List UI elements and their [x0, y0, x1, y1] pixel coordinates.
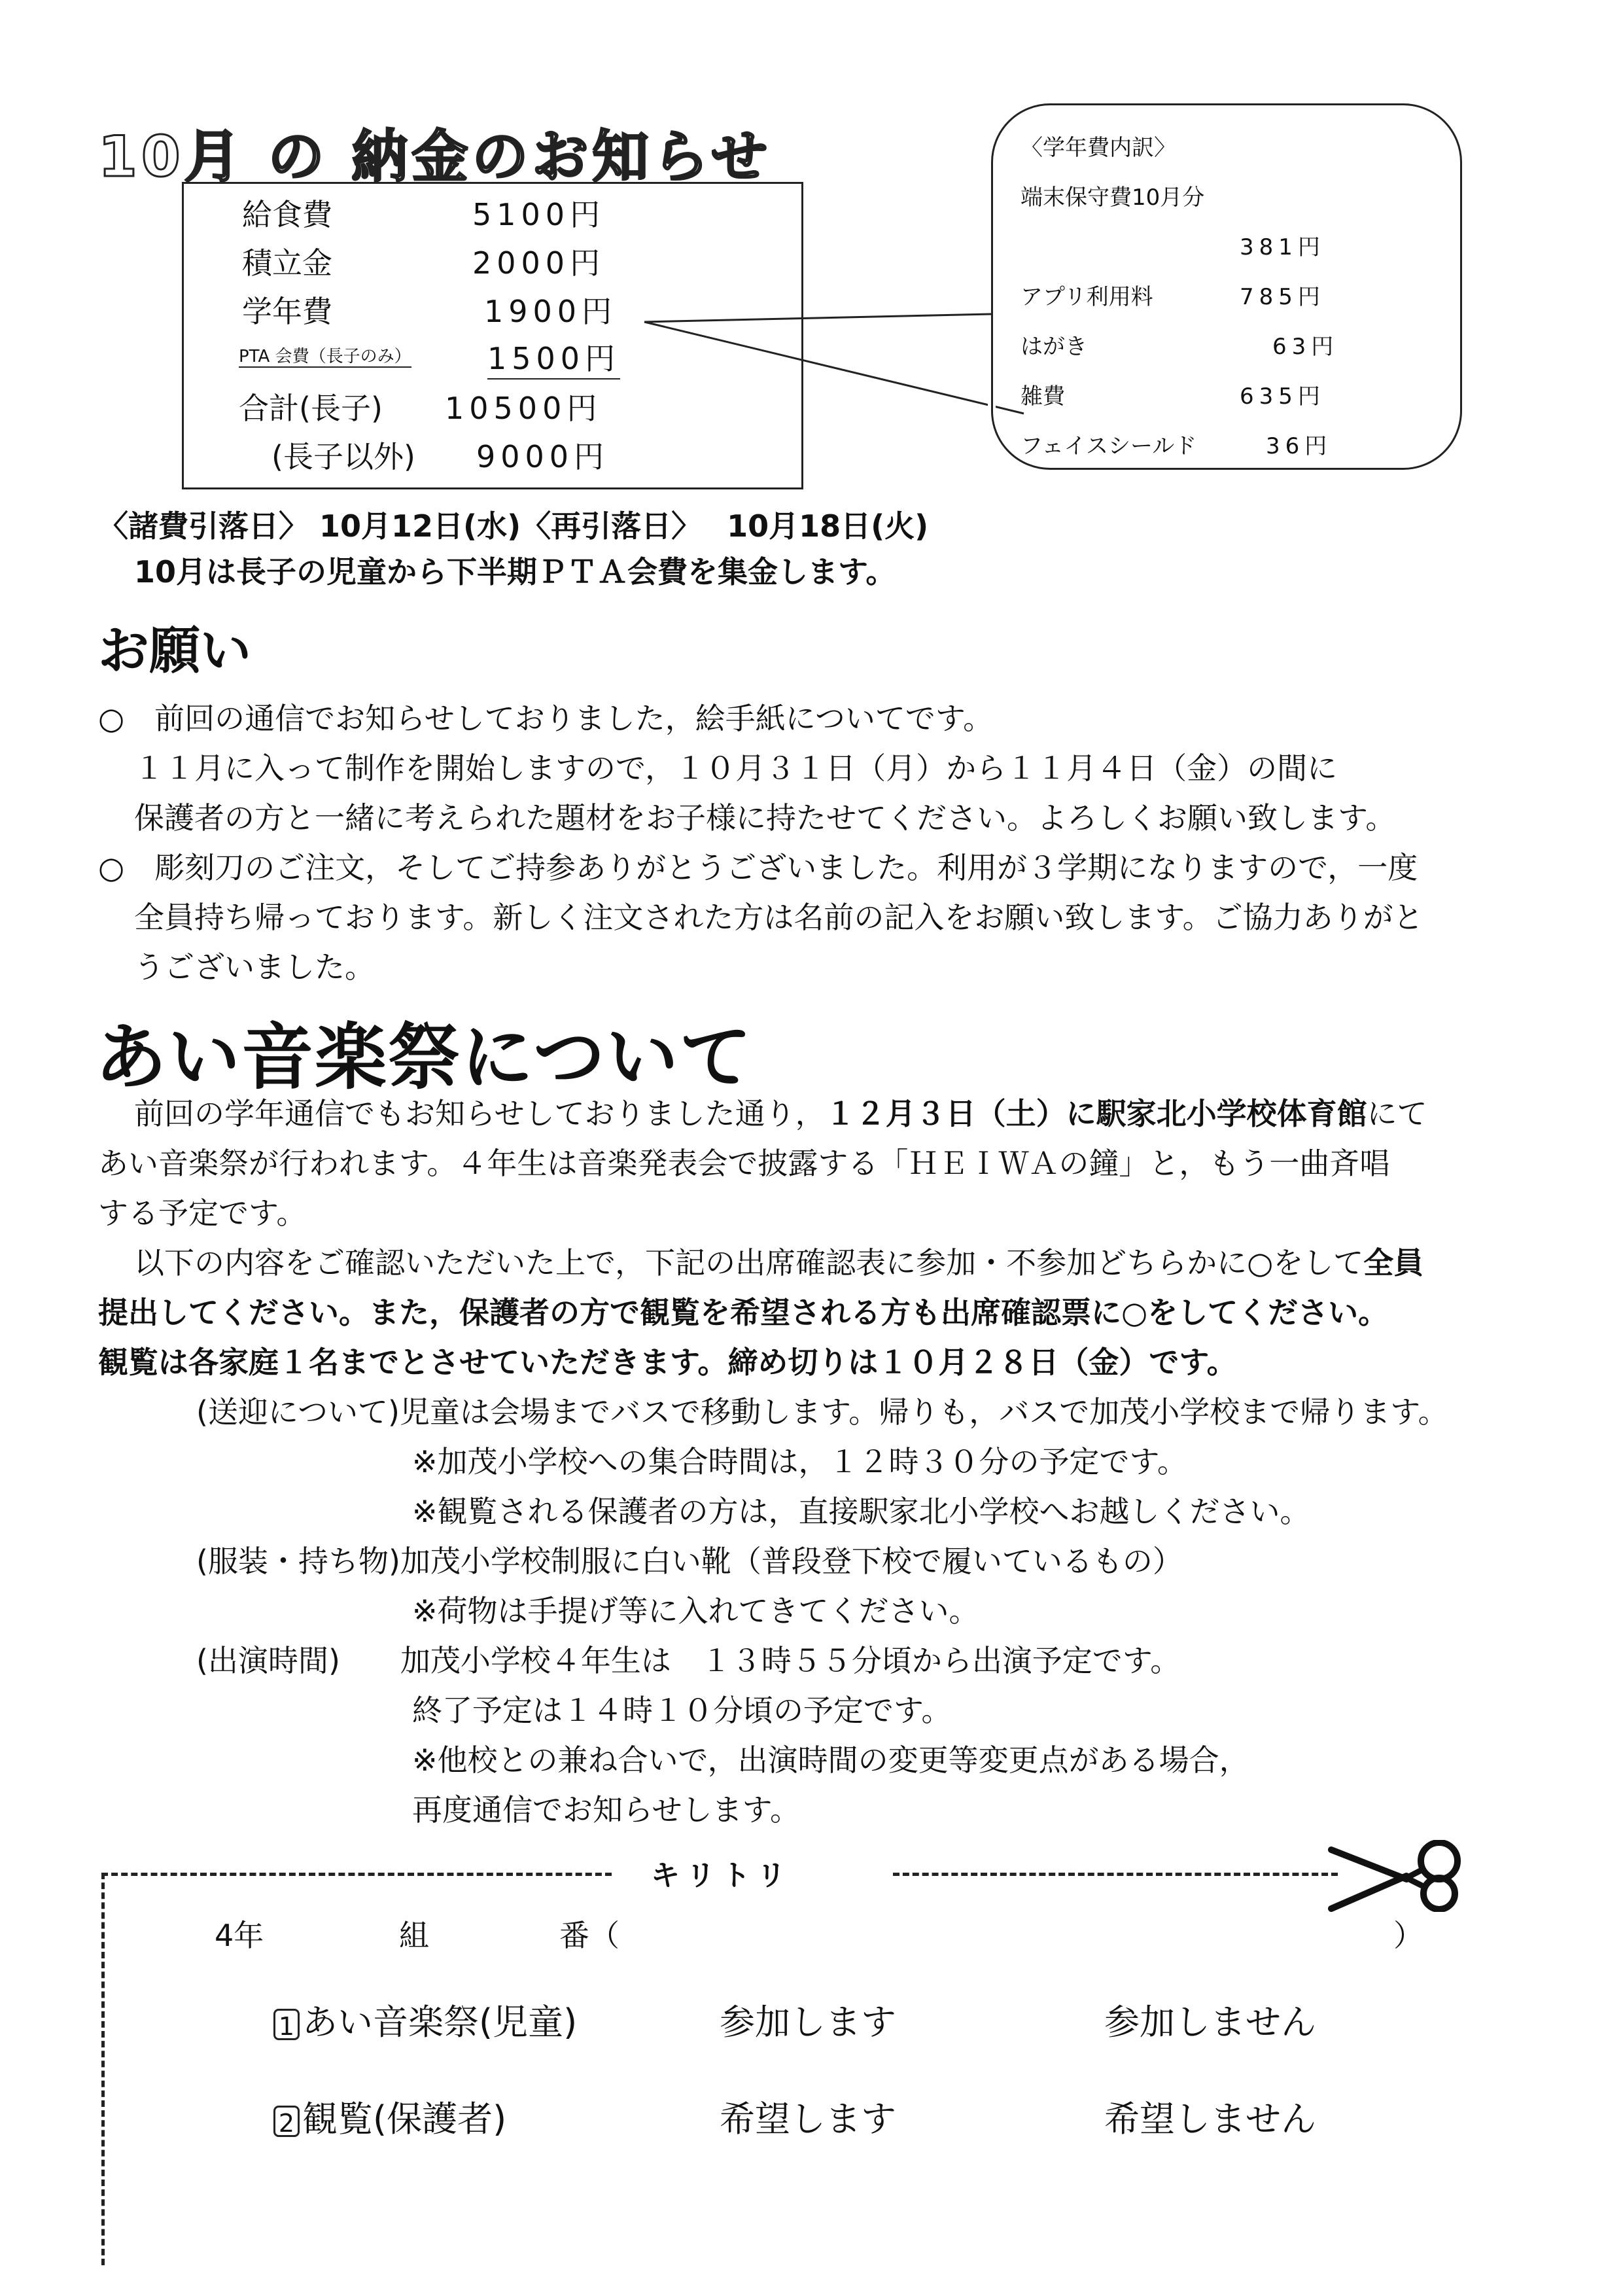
fee-label: 積立金: [242, 245, 332, 281]
row-number-badge: 2: [273, 2106, 300, 2137]
withdrawal-dates: 〈諸費引落日〉 10月12日(水)〈再引落日〉 10月18日(火): [98, 508, 929, 544]
name-field[interactable]: [641, 1912, 1374, 1949]
form-grade: 4年: [215, 1918, 264, 1953]
music-p2-line2: 提出してください。また，保護者の方で観覧を希望される方も出席確認票に○をしてください。: [98, 1295, 1389, 1330]
form-class: 組: [399, 1918, 429, 1953]
breakdown-item-label: 雑費: [1021, 383, 1065, 410]
request-line: ○ 彫刻刀のご注文，そしてご持参ありがとうございました。利用が３学期になりますので，一度: [98, 850, 1418, 885]
breakdown-item-value: 635円: [1240, 383, 1325, 410]
form-row-label: 観覧(保護者): [302, 2098, 507, 2140]
music-p1-line3: する予定です。: [98, 1195, 307, 1231]
fee-label: 合計(長子): [239, 391, 383, 426]
option-watch[interactable]: 希望します: [720, 2098, 896, 2140]
music-p2-bold: 全員: [1363, 1245, 1424, 1280]
detail-clothing: (服装・持ち物)加茂小学校制服に白い靴（普段登下校で履いているもの）: [196, 1544, 1183, 1579]
request-heading: お願い: [98, 622, 252, 680]
option-not-attend[interactable]: 参加しません: [1104, 2002, 1316, 2043]
breakdown-item-value: 381円: [1240, 234, 1325, 260]
music-p1-tail: にて: [1367, 1096, 1427, 1131]
request-line: １１月に入って制作を開始しますので，１０月３１日（月）から１１月４日（金）の間に: [134, 751, 1338, 786]
form-row: [273, 2091, 506, 2142]
breakdown-item-label: 端末保守費10月分: [1021, 185, 1205, 211]
fee-label: (長子以外): [271, 439, 415, 474]
request-line: うございました。: [134, 949, 375, 985]
breakdown-item-label: はがき: [1021, 334, 1087, 360]
breakdown-item-label: アプリ利用料: [1021, 284, 1153, 310]
music-paragraph-1: [134, 1090, 1427, 1133]
fee-value: 2000円: [472, 245, 606, 281]
music-p1-line2: あい音楽祭が行われます。４年生は音楽発表会で披露する「ＨＥＩＷＡの鐘」と，もう一曲斉唱: [98, 1146, 1390, 1181]
music-p1-text: 前回の学年通信でもお知らせしておりました通り，: [134, 1096, 826, 1131]
detail-transport: (送迎について)児童は会場までバスで移動します。帰りも，バスで加茂小学校まで帰ります。: [196, 1394, 1448, 1430]
music-p2-text: 以下の内容をご確認いただいた上で，下記の出席確認表に参加・不参加どちらかに○をして: [134, 1245, 1364, 1280]
form-row-label: あい音楽祭(児童): [302, 2002, 578, 2043]
fee-value: 1500円: [487, 335, 620, 380]
music-paragraph-2: [134, 1239, 1423, 1282]
form-number: 番（: [559, 1918, 620, 1953]
fee-value: 1900円: [484, 294, 618, 329]
music-p1-venue: １２月３日（土）に駅家北小学校体育館: [825, 1096, 1367, 1131]
fee-value: 10500円: [445, 391, 602, 426]
fee-label: PTA 会費（長子のみ）: [239, 347, 411, 366]
music-p2-line3: 観覧は各家庭１名までとさせていただきます。締め切りは１０月２８日（金）です。: [98, 1345, 1237, 1380]
fee-value: 5100円: [472, 197, 606, 232]
detail-line: 再度通信でお知らせします。: [412, 1792, 800, 1828]
fee-label: 学年費: [242, 294, 332, 329]
breakdown-item-value: 785円: [1240, 284, 1325, 310]
page-title: 10月 の 納金のお知らせ: [98, 124, 771, 190]
detail-line: ※加茂小学校への集合時間は，１２時３０分の予定です。: [412, 1444, 1187, 1479]
form-close-paren: ）: [1393, 1918, 1423, 1953]
request-line: 保護者の方と一緒に考えられた題材をお子様に持たせてください。よろしくお願い致します。: [134, 800, 1396, 836]
fee-value: 9000円: [476, 439, 610, 474]
fee-label: 給食費: [242, 197, 332, 232]
breakdown-item-value: 63円: [1272, 334, 1339, 360]
detail-line: ※他校との兼ね合いで，出演時間の変更等変更点がある場合，: [412, 1742, 1249, 1778]
pta-note: 10月は長子の児童から下半期ＰＴＡ会費を集金します。: [134, 554, 896, 590]
detail-time: (出演時間) 加茂小学校４年生は １３時５５分頃から出演予定です。: [196, 1643, 1181, 1678]
breakdown-heading: 〈学年費内訳〉: [1021, 135, 1176, 161]
cut-label: キリトリ: [651, 1859, 792, 1892]
scissors-icon: [1328, 1840, 1478, 1912]
cut-line-vertical: [101, 1873, 105, 2265]
detail-line: ※観覧される保護者の方は，直接駅家北小学校へお越しください。: [412, 1494, 1310, 1529]
detail-line: ※荷物は手提げ等に入れてきてください。: [412, 1593, 979, 1629]
form-row: [273, 1994, 577, 2045]
row-number-badge: 1: [273, 2009, 300, 2040]
detail-line: 終了予定は１４時１０分頃の予定です。: [412, 1693, 952, 1728]
breakdown-item-value: 36円: [1266, 433, 1333, 459]
option-not-watch[interactable]: 希望しません: [1104, 2098, 1316, 2140]
music-heading: あい音楽祭について: [95, 1016, 753, 1099]
option-attend[interactable]: 参加します: [720, 2002, 896, 2043]
request-line: ○ 前回の通信でお知らせしておりました，絵手紙についてです。: [98, 701, 994, 736]
cut-line-left: [101, 1873, 612, 1876]
cut-line-right: [893, 1873, 1338, 1876]
request-line: 全員持ち帰っております。新しく注文された方は名前の記入をお願い致します。ご協力ありがと: [134, 900, 1423, 935]
breakdown-item-label: フェイスシールド: [1021, 433, 1197, 459]
